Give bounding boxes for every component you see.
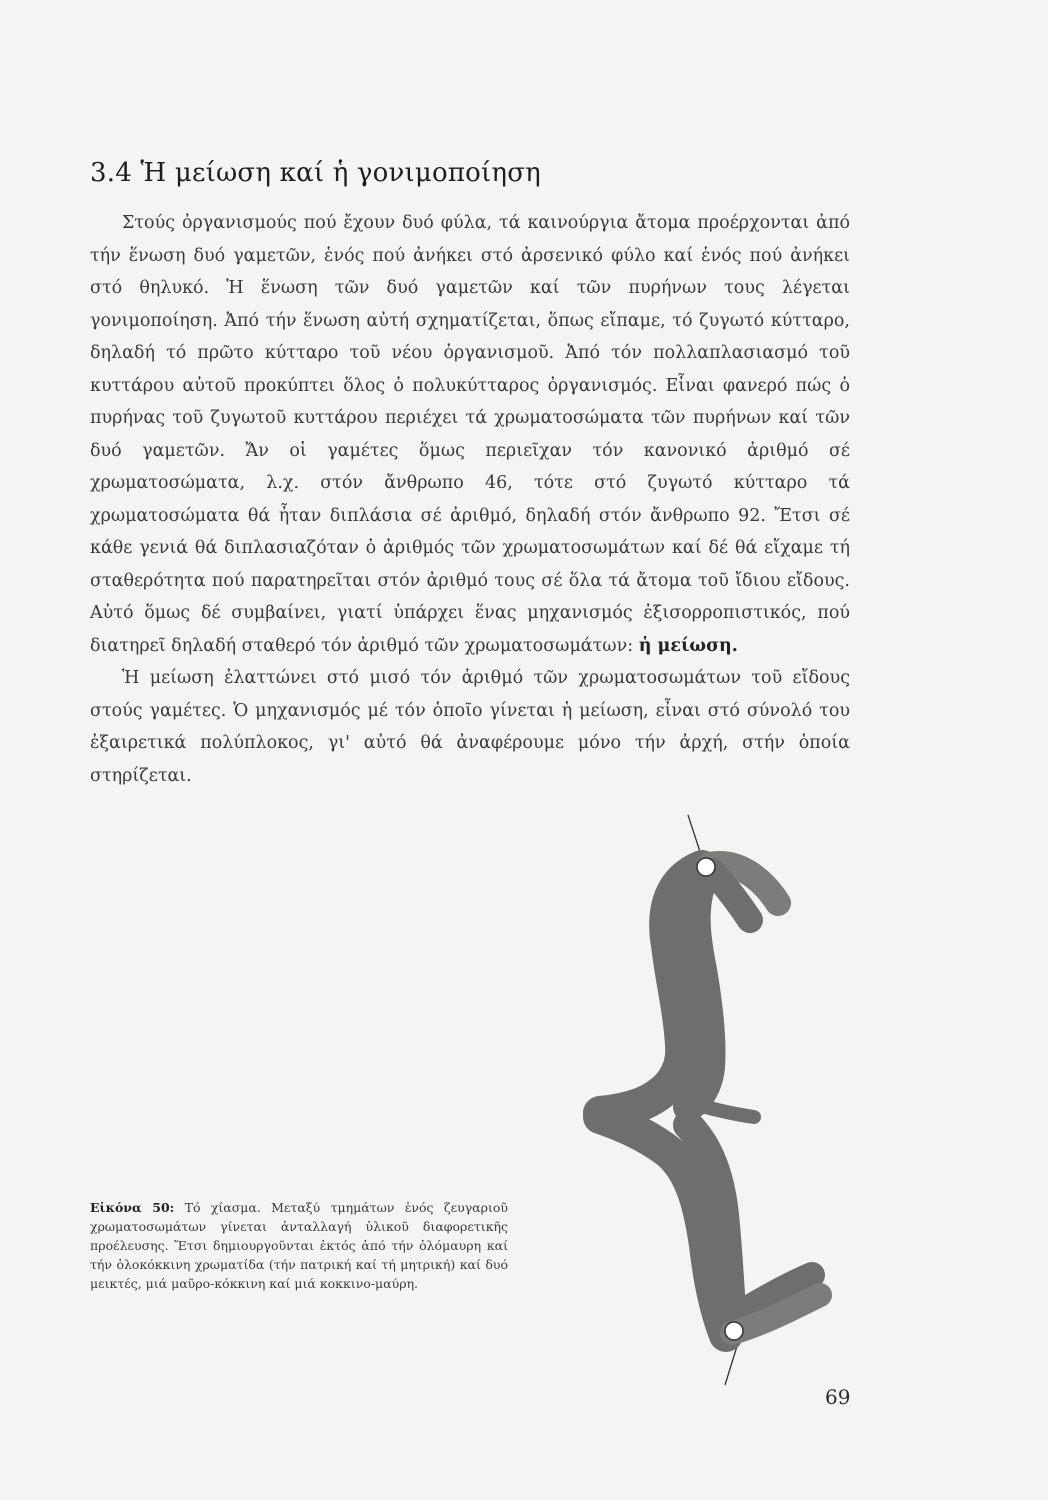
paragraph-2: Ἡ μείωση ἐλαττώνει στό μισό τόν ἀριθμό τῶν χρωματοσωμάτων τοῦ εἴδους στούς γαμέτες. Ὁ μηχανισμός μέ τόν ὁποῖο γίνεται ἡ μείωση, εἶναι στό σύνολό του ἐξαιρετικά πολύπλοκος, γι' αὐτό θά ἀναφέρουμε μόνο τήν ἀρχή, στήν ὁποία στηρίζεται. — [90, 668, 850, 786]
figure-caption — [90, 1198, 508, 1293]
page-number: 69 — [825, 1385, 851, 1409]
paragraph-1 — [90, 207, 850, 662]
section-heading: 3.4 Ἡ μείωση καί ἡ γονιμοποίηση — [90, 158, 541, 188]
chiasma-figure — [520, 805, 860, 1405]
chiasma-right-tip — [698, 1105, 754, 1117]
caption-label: Εἰκόνα 50: — [90, 1200, 175, 1215]
chiasma-illustration — [520, 805, 860, 1405]
lower-centromere — [725, 1322, 743, 1340]
body-text — [90, 207, 850, 792]
upper-centromere — [697, 858, 715, 876]
meiosis-term: ἡ μείωση. — [638, 635, 738, 656]
paragraph-1-text: Στούς ὀργανισμούς πού ἔχουν δυό φύλα, τά καινούργια ἄτομα προέρχονται ἀπό τήν ἕνωση δυό γαμετῶν, ἑνός πού ἀνήκει στό ἀρσενικό φύλο καί ἑνός πού ἀνήκει στό θηλυκό. Ἡ ἕνωση τῶν δυό γαμετῶν καί τῶν πυρήνων τους λέγεται γονιμοποίηση. Ἀπό τήν ἕνωση αὐτή σχηματίζεται, ὅπως εἴπαμε, τό ζυγωτό κύτταρο, δηλαδή τό πρῶτο κύτταρο τοῦ νέου ὀργανισμοῦ. Ἀπό τόν πολλαπλασιασμό τοῦ κυττάρου αὐτοῦ προκύπτει ὅλος ὁ πολυκύτταρος ὀργανισμός. Εἶναι φανερό πώς ὁ πυρήνας τοῦ ζυγωτοῦ κυττάρου περιέχει τά χρωματοσώματα τῶν πυρήνων καί τῶν δυό γαμετῶν. Ἄν οἱ γαμέτες ὅμως περιεῖχαν τόν κανονικό ἀριθμό σέ χρωματοσώματα, λ.χ. στόν ἄνθρωπο 46, τότε στό ζυγωτό κύτταρο τά χρωματοσώματα θά ἦταν διπλάσια σέ ἀριθμό, δηλαδή στόν ἄνθρωπο 92. Ἔτσι σέ κάθε γενιά θά διπλασιαζόταν ὁ ἀριθμός τῶν χρωματοσωμάτων καί δέ θά εἴχαμε τή σταθερότητα πού παρατηρεῖται στόν ἀριθμό τους σέ ὅλα τά ἄτομα τοῦ ἴδιου εἴδους. Αὐτό ὅμως δέ συμβαίνει, γιατί ὑπάρχει ἕνας μηχανισμός ἐξισορροπιστικός, πού διατηρεῖ δηλαδή σταθερό τόν ἀριθμό τῶν χρωματοσωμάτων: — [90, 213, 850, 656]
caption-text: Τό χίασμα. Μεταξύ τμημάτων ἑνός ζευγαριοῦ χρωματοσωμάτων γίνεται ἀνταλλαγή ὑλικοῦ διαφορετικῆς προέλευσης. Ἔτσι δημιουργοῦνται ἐκτός ἀπό τήν ὁλόμαυρη καί τήν ὁλοκόκκινη χρωματίδα (τήν πατρική καί τή μητρική) καί δυό μεικτές, μιά μαῦρο-κόκκινη καί μιά κοκκινο-μαύρη. — [90, 1200, 508, 1291]
